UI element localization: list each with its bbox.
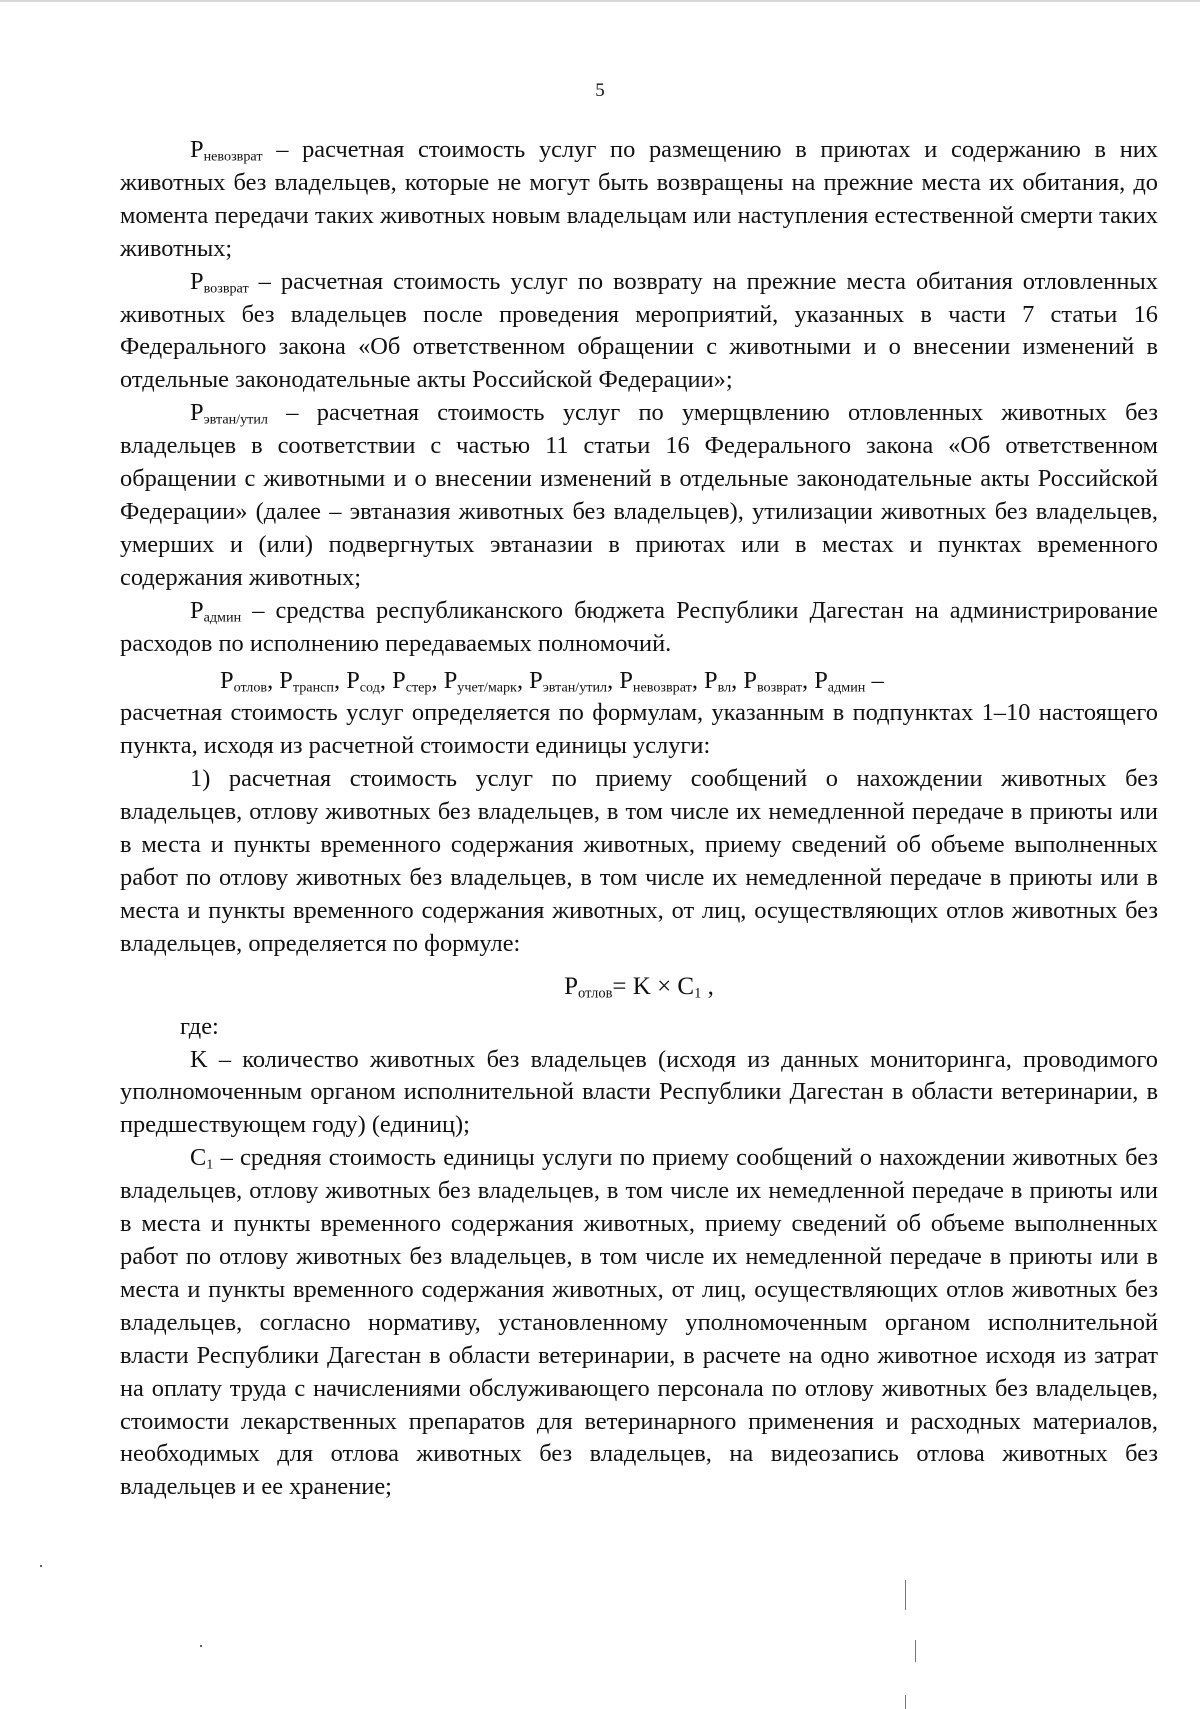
symbol-subscript: админ — [203, 609, 242, 626]
separator: , — [691, 666, 705, 694]
symbols-description: расчетная стоимость услуг определяется по формулам, указанным в подпунктах 1–10 настоящего пункта, исходя из расчетной стоимости единицы услуги: — [120, 699, 1158, 760]
definition-text: – средняя стоимость единицы услуги по приему сообщений о нахождении животных без владельцев, отлову животных без владельцев, в том числе их немедленной передаче в приюты или в места и пункты временного содержания животных, приему сведений об объеме выполненных работ по отлову животных без владельцев, в том числе их немедленной передаче в приюты или в места и пункты временного содержания животных, от лиц, осуществляющих отлов животных без владельцев, согласно нормативу, установленному уполномоченным органом исполнительной власти Республики Дагестан в области ветеринарии, в расчете на одно животное исходя из затрат на оплату труда с начислениями обслуживающего персонала по отлову животных без владельцев, стоимости лекарственных препаратов для ветеринарного применения и расходных материалов, необходимых для отлова животных без владельцев, на видеозапись отлова животных без владельцев и ее хранение; — [120, 1144, 1158, 1501]
formula-rhs: = K × C — [612, 972, 695, 1000]
symbol-subscript: сод — [359, 679, 380, 696]
symbol: P — [814, 666, 828, 694]
symbol-subscript: эвтан/утил — [203, 411, 268, 428]
definition-c1 — [120, 1142, 1158, 1504]
separator: , — [802, 666, 815, 694]
symbol-subscript: трансп — [292, 679, 334, 696]
formula-tail: , — [701, 972, 714, 1000]
symbol-subscript: админ — [827, 679, 866, 696]
definition-text: – количество животных без владельцев (исходя из данных мониторинга, проводимого уполномоченным органом исполнительной власти Республики Дагестан в области ветеринарии, в предшествующем году) (единиц); — [120, 1045, 1158, 1139]
paragraph-text: – расчетная стоимость услуг по возврату на прежние места обитания отловленных животных без владельцев после проведения мероприятий, указанных в части 7 статьи 16 Федерального закона «Об ответственном обращении с животными и о внесении изменений в отдельные законодательные акты Российской Федерации»; — [120, 267, 1158, 394]
scan-speck — [40, 1565, 42, 1567]
scan-speck — [200, 1645, 202, 1647]
paragraph-text: – средства республиканского бюджета Республики Дагестан на администрирование расходов по исполнению передаваемых полномочий. — [120, 596, 1158, 657]
symbol-subscript: эвтан/утил — [542, 679, 608, 696]
symbol: P — [220, 666, 234, 694]
symbol: P — [529, 666, 543, 694]
separator: , — [379, 666, 393, 694]
symbol: P — [619, 666, 633, 694]
document-body — [120, 134, 1158, 1504]
where-label: где: — [180, 1012, 219, 1040]
separator: , — [607, 666, 620, 694]
symbol: C — [190, 1144, 207, 1172]
symbols-list — [120, 665, 1158, 698]
symbol-subscript: вл — [717, 679, 732, 696]
symbol: P — [704, 666, 718, 694]
symbol: P — [190, 596, 204, 624]
separator: – — [865, 666, 884, 694]
separator: , — [731, 666, 744, 694]
scan-artifact-line — [915, 1640, 916, 1662]
formula — [120, 969, 1158, 1005]
symbol-subscript: стер — [405, 679, 432, 696]
paragraph-text: – расчетная стоимость услуг по умерщвлению отловленных животных без владельцев в соответствии с частью 11 статьи 16 Федерального закона «Об ответственном обращении с животными и о внесении изменений в отдельные законодательные акты Российской Федерации» (далее – эвтаназия животных без владельцев), утилизации животных без владельцев, умерших и (или) подвергнутых эвтаназии в приютах или в местах и пунктах временного содержания животных; — [120, 399, 1158, 591]
symbol: P — [392, 666, 406, 694]
symbol: P — [190, 399, 204, 427]
definition-k — [120, 1044, 1158, 1143]
page-number: 5 — [595, 80, 605, 101]
separator: , — [516, 666, 530, 694]
formula-lhs: P — [564, 972, 579, 1000]
formula-rhs-subscript: 1 — [694, 985, 702, 1002]
separator: , — [334, 666, 347, 694]
scan-edge-line — [0, 0, 1200, 2]
symbol-subscript: возврат — [203, 280, 249, 297]
symbol-subscript: невозврат — [203, 148, 263, 165]
separator: , — [431, 666, 444, 694]
symbol: K — [190, 1045, 208, 1073]
symbol: P — [443, 666, 458, 694]
symbol: P — [346, 666, 360, 694]
formula-lhs-subscript: отлов — [578, 985, 613, 1002]
paragraph-text: – расчетная стоимость услуг по размещению в приютах и содержанию в них животных без владельцев, которые не могут быть возвращены на прежние места их обитания, до момента передачи таких животных новым владельцам или наступления естественной смерти таких животных; — [120, 136, 1158, 262]
symbol-subscript: 1 — [206, 1156, 214, 1173]
paragraph-p-evtan — [120, 397, 1158, 594]
paragraph-p-nevozvrat — [120, 134, 1158, 266]
symbol: P — [190, 136, 204, 163]
symbol-subscript: учет/марк — [457, 679, 517, 696]
symbol-subscript: невозврат — [632, 679, 692, 696]
symbol: P — [190, 267, 204, 295]
symbols-paragraph — [120, 665, 1158, 764]
symbol: P — [743, 666, 757, 694]
item-1-paragraph: 1) расчетная стоимость услуг по приему сообщений о нахождении животных без владельцев, отлову животных без владельцев, в том числе их немедленной передаче в приюты или в места и пункты временного содержания животных, приему сведений об объеме выполненных работ по отлову животных без владельцев, в том числе их немедленной передаче в приюты или в места и пункты временного содержания животных, от лиц, осуществляющих отлов животных без владельцев, определяется по формуле: — [120, 765, 1158, 957]
paragraph-p-vozvrat — [120, 266, 1158, 398]
symbol: P — [279, 666, 293, 694]
symbol-subscript: отлов — [233, 679, 268, 696]
paragraph-p-admin — [120, 595, 1158, 661]
separator: , — [267, 666, 280, 694]
scan-artifact-line — [905, 1695, 906, 1709]
symbol-subscript: возврат — [756, 679, 803, 696]
scan-artifact-line — [905, 1580, 906, 1610]
